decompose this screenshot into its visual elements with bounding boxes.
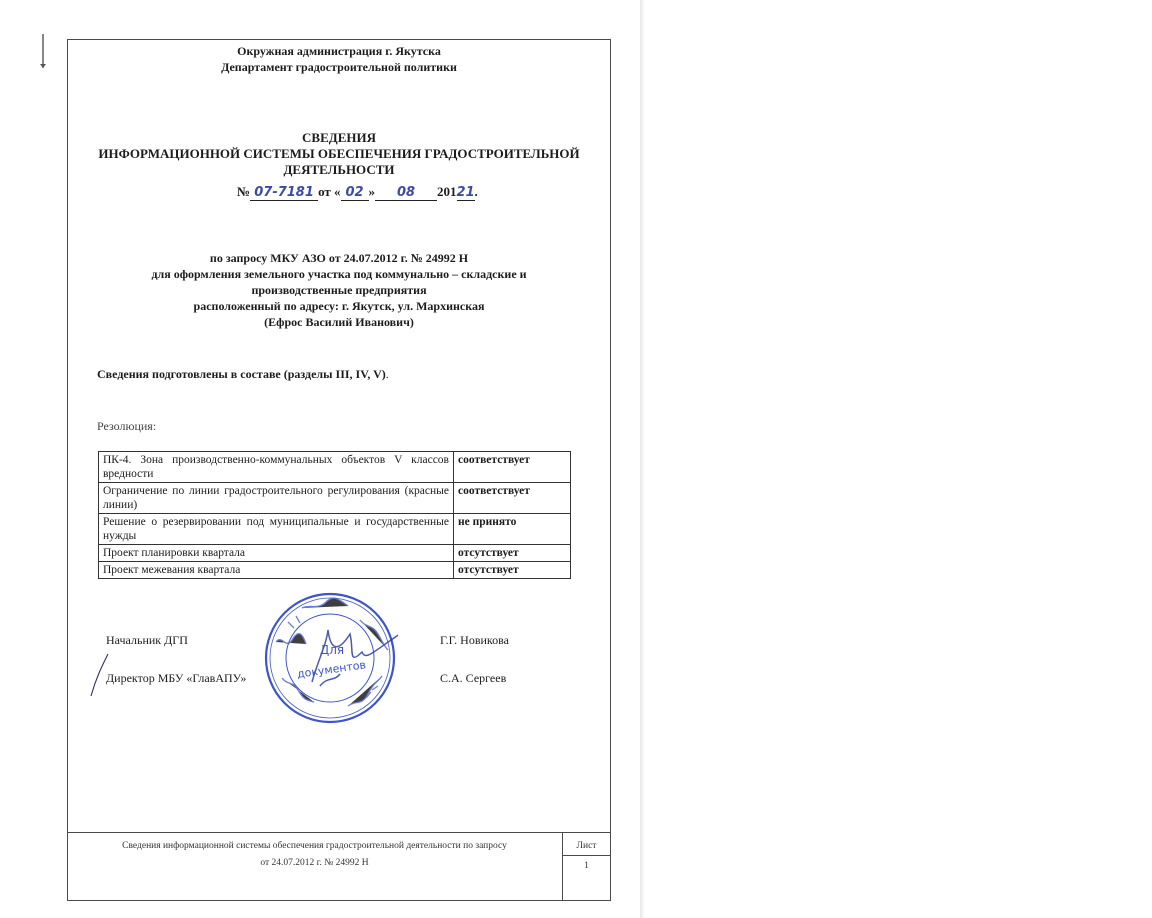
footer-sheet-number: 1: [584, 861, 589, 871]
value-cell: соответствует: [454, 483, 571, 514]
request-line-3: производственные предприятия: [251, 283, 427, 297]
date-quote-close: »: [368, 184, 376, 199]
request-line-5: (Ефрос Василий Иванович): [264, 315, 414, 329]
resolution-label: Резолюция:: [97, 419, 157, 433]
signer-2-position: Директор МБУ «ГлавАПУ»: [106, 671, 247, 685]
document-number-line: [237, 184, 478, 201]
page-edge: [640, 0, 645, 918]
request-line-1: по запросу МКУ АЗО от 24.07.2012 г. № 24992 Н: [209, 251, 469, 265]
binder-mark: [40, 34, 46, 68]
document-number: 07-7181: [254, 185, 314, 200]
request-line-2: для оформления земельного участка под коммунально – складские и: [151, 267, 527, 281]
date-year-prefix: 201: [437, 184, 457, 199]
footer-text: [67, 840, 562, 870]
date-day: 02: [345, 185, 364, 200]
value-cell: не принято: [454, 514, 571, 545]
date-end: .: [474, 184, 478, 199]
request-block: [67, 250, 611, 330]
date-from-label: от «: [318, 184, 341, 199]
number-sign: №: [237, 184, 251, 199]
signer-1-name: Г.Г. Новикова: [440, 633, 509, 647]
criterion-cell: Проект планировки квартала: [99, 545, 454, 562]
table-row: [99, 514, 571, 545]
seal-center-line-1: Для: [319, 643, 345, 657]
footer-text-line-1: Сведения информационной системы обеспечения градостроительной деятельности по запросу: [122, 841, 507, 851]
signer-1-position: Начальник ДГП: [106, 633, 188, 647]
criterion-cell: ПК-4. Зона производственно-коммунальных объектов V классов вредности: [99, 452, 454, 483]
signer-2-name: С.А. Сергеев: [440, 671, 507, 685]
title-line-1: СВЕДЕНИЯ: [302, 130, 376, 145]
date-month: 08: [397, 185, 416, 200]
composition-label: Сведения подготовлены в составе (разделы III, IV, V): [97, 367, 386, 381]
criterion-cell: Проект межевания квартала: [99, 562, 454, 579]
table-row: [99, 483, 571, 514]
pen-stroke: [88, 652, 110, 698]
table-row: [99, 562, 571, 579]
request-line-4: расположенный по адресу: г. Якутск, ул. Мархинская: [193, 299, 485, 313]
title-line-2: ИНФОРМАЦИОННОЙ СИСТЕМЫ ОБЕСПЕЧЕНИЯ ГРАДОСТРОИТЕЛЬНОЙ: [98, 146, 580, 161]
table-row: [99, 452, 571, 483]
round-seal: [262, 590, 398, 726]
value-cell: отсутствует: [454, 545, 571, 562]
table-row: [99, 545, 571, 562]
document-title: [67, 130, 611, 178]
seal-center-line-2: документов: [296, 658, 367, 681]
value-cell: отсутствует: [454, 562, 571, 579]
resolution-table: [98, 451, 571, 579]
footer-text-line-2: от 24.07.2012 г. № 24992 Н: [260, 858, 369, 868]
header: [67, 43, 611, 75]
footer-sheet-mid-line: [562, 855, 611, 856]
composition-line: [97, 366, 389, 382]
footer-divider: [67, 832, 611, 833]
header-line-2: Департамент градостроительной политики: [221, 60, 457, 74]
composition-end: .: [385, 367, 389, 381]
footer-sheet-label: Лист: [576, 841, 597, 851]
header-line-1: Окружная администрация г. Якутска: [237, 44, 441, 58]
value-cell: соответствует: [454, 452, 571, 483]
criterion-cell: Решение о резервировании под муниципальные и государственные нужды: [99, 514, 454, 545]
title-line-3: ДЕЯТЕЛЬНОСТИ: [283, 162, 395, 177]
date-year-suffix: 21: [456, 185, 475, 200]
criterion-cell: Ограничение по линии градостроительного регулирования (красные линии): [99, 483, 454, 514]
